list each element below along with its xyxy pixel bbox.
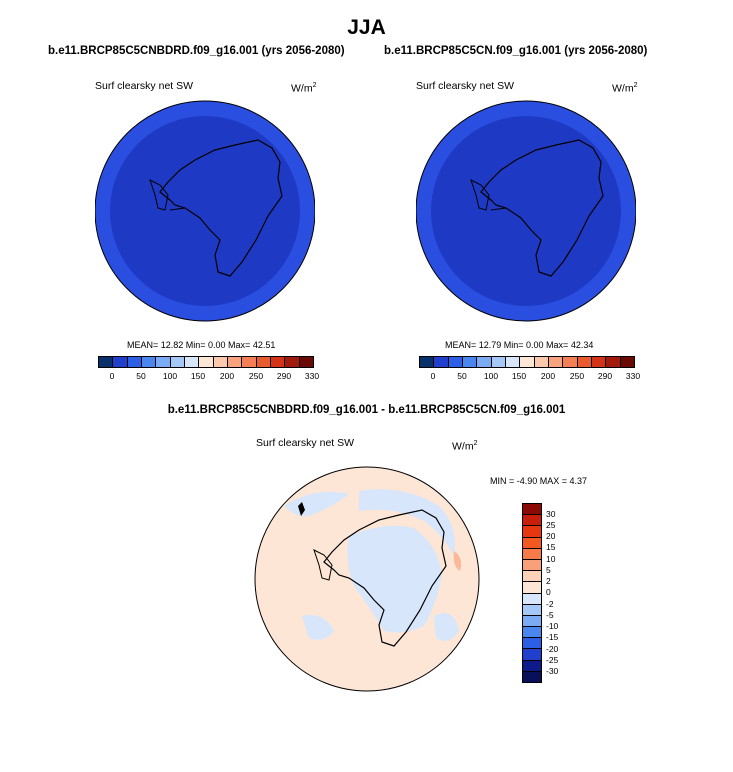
diff-title: b.e11.BRCP85C5CNBDRD.f09_g16.001 - b.e11.BRCP85C5CN.f09_g16.001 — [167, 404, 566, 416]
panel-2-title: b.e11.BRCP85C5CN.f09_g16.001 (yrs 2056-2080) — [384, 45, 648, 57]
colorbar-diff-label: -15 — [546, 632, 559, 642]
colorbar-diff-label: 10 — [546, 554, 556, 564]
colorbar-diff-label: 15 — [546, 542, 556, 552]
diff-stats: MIN = -4.90 MAX = 4.37 — [490, 476, 588, 486]
diff-variable: Surf clearsky net SW — [256, 437, 355, 449]
panel-2-units: $W/m^2$ — [612, 82, 638, 95]
colorbar-top-2-label: 330 — [625, 371, 641, 381]
colorbar-diff-label: -10 — [546, 621, 559, 631]
panel-1-variable: Surf clearsky net SW — [95, 80, 194, 92]
panel-1-map — [95, 92, 315, 332]
colorbar-diff-label: -20 — [546, 644, 559, 654]
panel-1-title: b.e11.BRCP85C5CNBDRD.f09_g16.001 (yrs 2056-2080) — [48, 45, 345, 57]
colorbar-diff-label: -2 — [546, 599, 554, 609]
colorbar-top-2-label: 50 — [457, 371, 467, 381]
colorbar-top-1-label: 150 — [190, 371, 206, 381]
panel-2-variable: Surf clearsky net SW — [416, 80, 515, 92]
colorbar-top-1-label: 50 — [136, 371, 146, 381]
diff-units: $W/m^2$ — [452, 440, 478, 453]
colorbar-top-2-label: 200 — [540, 371, 556, 381]
colorbar-top-1-label: 330 — [304, 371, 320, 381]
colorbar-top-2-label: 250 — [569, 371, 585, 381]
colorbar-top-1-label: 290 — [276, 371, 292, 381]
colorbar-top-2-label: 100 — [483, 371, 499, 381]
diff-map — [254, 466, 480, 692]
panel-2-stats: MEAN= 12.79 Min= 0.00 Max= 42.34 — [445, 340, 594, 350]
colorbar-diff-label: 25 — [546, 520, 556, 530]
colorbar-top-1-label: 0 — [109, 371, 115, 381]
colorbar-top-1-label: 200 — [219, 371, 235, 381]
colorbar-top-2-label: 150 — [511, 371, 527, 381]
colorbar-top-1-label: 250 — [248, 371, 264, 381]
colorbar-diff — [522, 503, 542, 683]
colorbar-diff-label: -5 — [546, 610, 554, 620]
colorbar-diff-label: 30 — [546, 509, 556, 519]
colorbar-diff-label: -30 — [546, 666, 559, 676]
panel-1-units: $W/m^2$ — [291, 82, 317, 95]
colorbar-top-2 — [419, 356, 635, 368]
colorbar-diff-label: 20 — [546, 531, 556, 541]
colorbar-top-1-label: 100 — [162, 371, 178, 381]
colorbar-diff-label: -25 — [546, 655, 559, 665]
panel-1-stats: MEAN= 12.82 Min= 0.00 Max= 42.51 — [127, 340, 276, 350]
colorbar-diff-label: 0 — [546, 587, 551, 597]
panel-2-map — [416, 92, 636, 332]
colorbar-top-2-label: 0 — [430, 371, 436, 381]
colorbar-top-2-label: 290 — [597, 371, 613, 381]
colorbar-top-1 — [98, 356, 314, 368]
colorbar-diff-label: 2 — [546, 576, 551, 586]
main-title: JJA — [347, 16, 386, 39]
colorbar-diff-label: 5 — [546, 565, 551, 575]
